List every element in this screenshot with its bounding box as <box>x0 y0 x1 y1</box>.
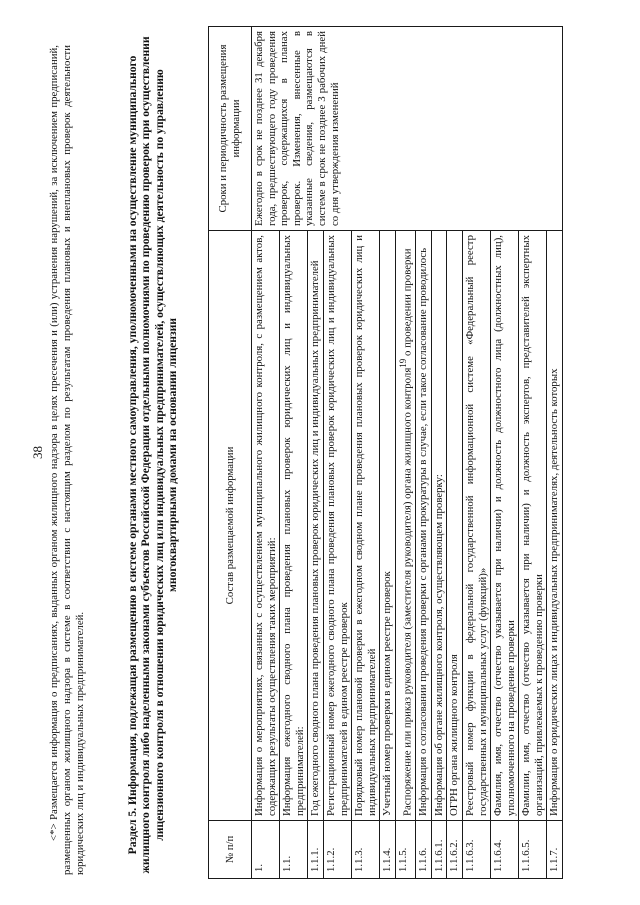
table-header-row <box>209 27 252 879</box>
row-content: Учетный номер проверки в едином реестре проверок <box>380 231 396 821</box>
header-frequency: Сроки и периодичность размещения информации <box>209 27 252 231</box>
row-number: 1.1.1. <box>308 821 324 879</box>
info-table <box>208 26 563 879</box>
row-content: Фамилии, имя, отчество (отчество указывается при наличии) и должность экспертов, представителей экспертных организаций, привлекаемых к проведению проверки <box>519 231 547 821</box>
row-content: Регистрационный номер ежегодного сводного плана проведения плановых проверок юридических лиц и индивидуальных предпринимателей в едином реестре проверок <box>323 231 351 821</box>
row-content: Порядковый номер плановой проверки в ежегодном сводном плане проведения плановых проверок юридических лиц и индивидуальных предпринимателей <box>352 231 380 821</box>
row-content: Год ежегодного сводного плана проведения плановых проверок юридических лиц и индивидуальных предпринимателей <box>308 231 324 821</box>
row-text-continued: о проведении проверки <box>401 248 414 359</box>
row-number: 1.1.6.4. <box>491 821 519 879</box>
row-content: ОГРН органа жилищного контроля <box>447 231 463 821</box>
frequency-cell: Ежегодно в срок не позднее 31 декабря года, предшествующего году проведения проверок, содержащихся в планах проверок. Изменения, внесенные в указанные сведения, размещаются в системе в срок не позднее 3 рабочих дней со дня утверждения изменений <box>252 27 563 231</box>
header-number: № п/п <box>209 821 252 879</box>
row-number: 1.1.6.3. <box>462 821 490 879</box>
row-content: Информация об органе жилищного контроля, осуществляющем проверку: <box>431 231 447 821</box>
row-number: 1.1.7. <box>547 821 563 879</box>
row-number: 1.1.3. <box>352 821 380 879</box>
row-number: 1.1.6.5. <box>519 821 547 879</box>
header-content: Состав размещаемой информации <box>209 231 252 821</box>
row-content: Информация о мероприятиях, связанных с осуществлением муниципального жилищного контроля, с размещением актов, содержащих результаты осуществления таких мероприятий: <box>252 231 280 821</box>
row-content <box>395 231 415 821</box>
row-content: Информация о юридических лицах и индивидуальных предпринимателях, деятельность которых <box>547 231 563 821</box>
row-number: 1.1.6.2. <box>447 821 463 879</box>
row-number: 1.1.2. <box>323 821 351 879</box>
row-number: 1.1.4. <box>380 821 396 879</box>
row-text: Распоряжение или приказ руководителя (заместителя руководителя) органа жилищного контроля <box>401 367 414 816</box>
row-number: 1. <box>252 821 280 879</box>
footnote: <*> Размещается информация о предписаниях, выданных органом жилищного надзора в целях пресечения и (или) устранения нарушений, за исключением предписаний, размещенных органом жилищного надзора в системе в соответствии с настоящим разделом по результатам проведения плановых и внеплановых проверок деятельности юридических лиц и индивидуальных предпринимателей. <box>48 45 86 875</box>
row-content: Информация о согласовании проведения проверки с органами прокуратуры в случае, если такое согласование проводилось <box>416 231 432 821</box>
row-content: Реестровый номер функции в федеральной государственной информационной системе «Федеральный реестр государственных и муниципальных услуг (функций)» <box>462 231 490 821</box>
row-content: Фамилия, имя, отчество (отчество указывается при наличии) и должность должностного лица (должностных лиц), уполномоченного на проведение проверки <box>491 231 519 821</box>
footnote-ref: 19 <box>397 358 408 368</box>
row-number: 1.1.6.1. <box>431 821 447 879</box>
page-number: 38 <box>30 446 45 459</box>
row-number: 1.1.5. <box>395 821 415 879</box>
row-content: Информация ежегодного сводного плана проведения плановых проверок юридических лиц и индивидуальных предпринимателей: <box>280 231 308 821</box>
row-number: 1.1. <box>280 821 308 879</box>
table-row <box>252 27 280 879</box>
row-number: 1.1.6. <box>416 821 432 879</box>
section-heading: Раздел 5. Информация, подлежащая размещению в системе органами местного самоуправления, уполномоченными на осуществление муниципального жилищного контроля либо наделенными законами субъектов Российской Федерации отдельными полномочиями по проведению проверок при осуществлении лицензионного контроля в отношении юридических лиц или индивидуальных предпринимателей, осуществляющих деятельность по управлению многоквартирными домами на основании лицензии <box>126 36 180 874</box>
